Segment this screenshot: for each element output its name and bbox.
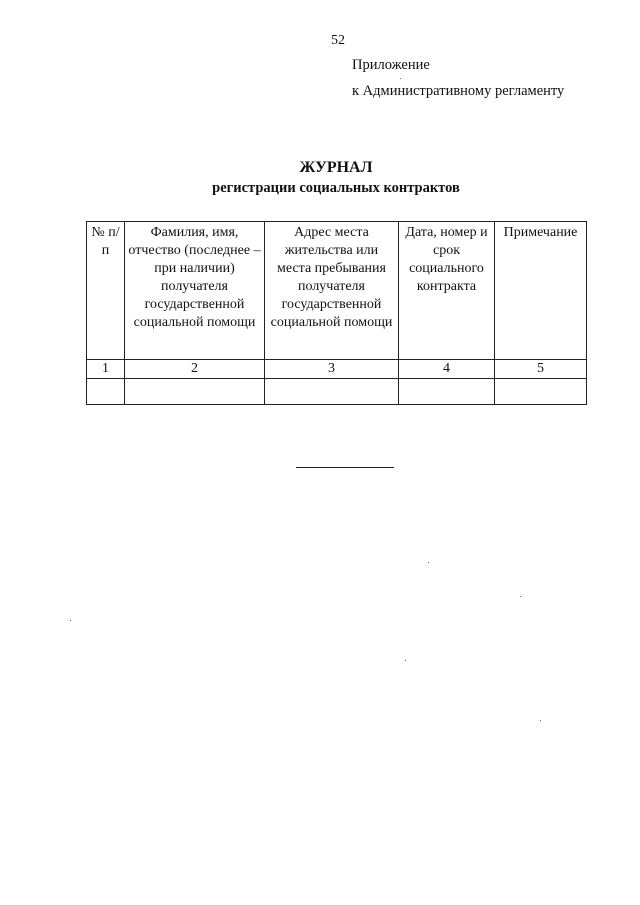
header-cell-note: Примечание (495, 222, 587, 360)
header-row (87, 222, 587, 360)
header-cell-recipient-name: Фамилия, имя, отчество (последнее – при наличии) получателя государственной социальной помощи (125, 222, 265, 360)
column-number-cell: 1 (87, 360, 125, 379)
header-cell-contract-info: Дата, номер и срок социального контракта (399, 222, 495, 360)
column-number-cell: 3 (265, 360, 399, 379)
scan-speck (400, 78, 401, 79)
table-row (87, 379, 587, 405)
document-title: ЖУРНАЛ (299, 159, 373, 176)
scan-speck (70, 620, 71, 621)
column-number-cell: 5 (495, 360, 587, 379)
table-cell (125, 379, 265, 405)
header-cell-number: № п/п (87, 222, 125, 360)
page-number: 52 (331, 33, 345, 48)
scan-speck (428, 562, 429, 563)
table-cell (265, 379, 399, 405)
scan-speck (540, 720, 541, 721)
journal-table (86, 221, 587, 405)
appendix-line-2: к Административному регламенту (352, 83, 565, 99)
column-number-cell: 4 (399, 360, 495, 379)
scan-speck (405, 660, 406, 661)
table-cell (87, 379, 125, 405)
column-number-cell: 2 (125, 360, 265, 379)
scan-speck (520, 596, 521, 597)
closing-line (296, 467, 394, 468)
header-cell-address: Адрес места жительства или места пребывания получателя государственной социальной помощи (265, 222, 399, 360)
column-number-row (87, 360, 587, 379)
table-cell (399, 379, 495, 405)
appendix-note (352, 52, 564, 104)
document-subtitle: регистрации социальных контрактов (212, 180, 460, 196)
appendix-line-1: Приложение (352, 57, 430, 73)
table-cell (495, 379, 587, 405)
